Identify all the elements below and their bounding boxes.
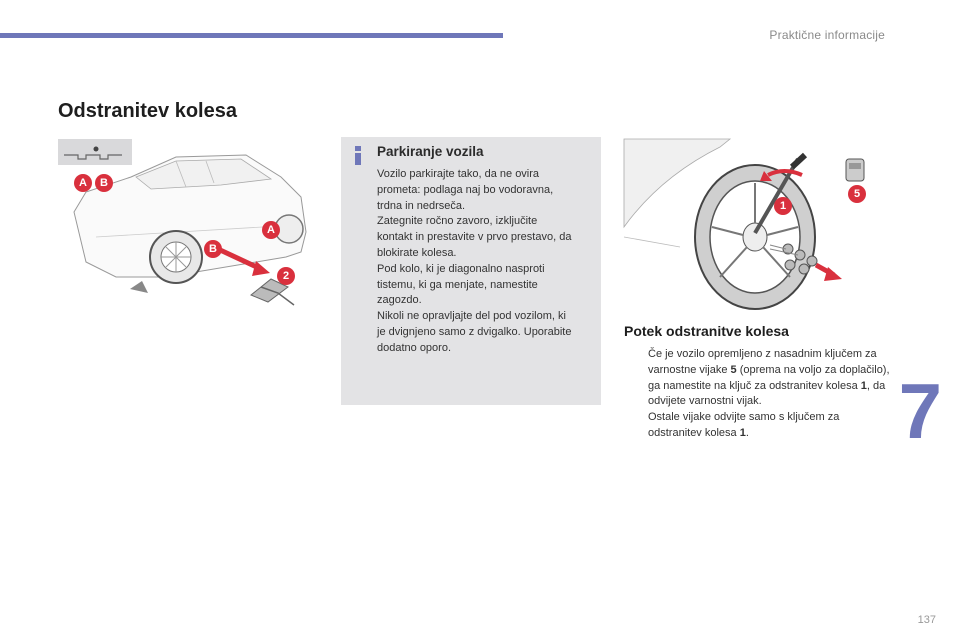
parking-info-box [341, 137, 601, 405]
callout-b-badge: B [95, 174, 113, 192]
car-jack-illustration [56, 137, 326, 307]
info-icon [355, 146, 361, 164]
step-item: Ostale vijake odvijte samo s ključem za odstranitev kolesa 1. [648, 411, 840, 439]
callout-a-badge: A [262, 221, 280, 239]
info-box-title: Parkiranje vozila [377, 144, 484, 159]
step-item: Če je vozilo opremljeno z nasadnim ključem za varnostne vijake 5 (oprema na voljo za doplačilo), ga namestite na ključ za odstranitev kolesa 1, da odvijete varnostni vijak. [648, 348, 890, 408]
wheel-removal-illustration [620, 137, 880, 312]
callout-1-badge: 1 [774, 197, 792, 215]
callout-2-badge: 2 [277, 267, 295, 285]
callout-a-badge: A [74, 174, 92, 192]
chapter-number: 7 [898, 367, 942, 455]
header-accent-bar [0, 33, 503, 38]
callout-b-badge: B [204, 240, 222, 258]
page-title: Odstranitev kolesa [58, 100, 237, 122]
info-box-text: Vozilo parkirajte tako, da ne ovira prometa: podlaga naj bo vodoravna, trdna in nedrseča. Zategnite ročno zavoro, izključite kontakt in prestavite v prvo prestavo, da blokirate kolesa. Pod kolo, ki je diagonalno nasproti tistemu, ki ga menjate, namestite zagozdo. Nikoli ne opravljajte del pod vozilom, ki je dvignjeno samo z dvigalko. Uporabite dodatno oporo. [377, 168, 572, 354]
callout-5-badge: 5 [848, 185, 866, 203]
procedure-title: Potek odstranitve kolesa [624, 323, 789, 339]
section-title: Praktične informacije [769, 28, 885, 42]
page-number: 137 [917, 614, 936, 626]
procedure-steps [624, 347, 894, 442]
